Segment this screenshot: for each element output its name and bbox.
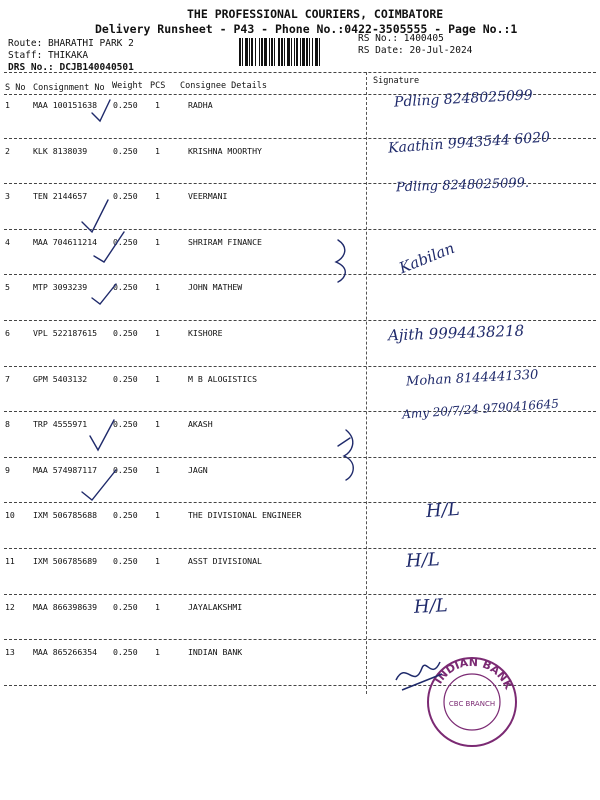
row-sno: 7: [5, 373, 10, 384]
drs-number: DRS No.: DCJB140040501: [8, 62, 134, 73]
row-sno: 10: [5, 510, 15, 521]
row-pcs: 1: [155, 464, 160, 475]
row-consignee: AKASH: [188, 419, 213, 430]
row-consignment-no: MAA 100151638: [33, 100, 98, 110]
row-weight: 0.250: [113, 100, 138, 110]
row-pcs: 1: [155, 556, 160, 566]
row-signature: Amy 20/7/24 9790416645: [401, 396, 560, 422]
row-sno: 2: [5, 145, 10, 156]
row-pcs: 1: [155, 328, 160, 338]
row-consignee: INDIAN BANK: [188, 647, 243, 658]
row-consignment-no: GPM 5403132: [33, 373, 88, 384]
row-consignment-no: KLK 8138039: [33, 145, 88, 156]
row-consignee: ASST DIVISIONAL: [188, 556, 262, 566]
document-subtitle: Delivery Runsheet - P43 - Phone No.:0422-3505555 - Page No.:1: [95, 22, 518, 36]
row-consignment-no: MAA 866398639: [33, 601, 98, 612]
row-sno: 5: [5, 282, 10, 293]
row-weight: 0.250: [113, 464, 138, 475]
row-sno: 11: [5, 556, 15, 566]
row-consignee: VEERMANI: [188, 191, 228, 202]
bracket-mark-icon: [336, 240, 345, 282]
row-sno: 12: [5, 601, 15, 612]
row-weight: 0.250: [113, 510, 138, 521]
row-sno: 4: [5, 236, 10, 247]
row-consignment-no: IXM 506785689: [33, 556, 98, 566]
row-sno: 13: [5, 647, 15, 658]
row-sno: 9: [5, 464, 10, 475]
row-consignment-no: MAA 704611214: [33, 236, 98, 247]
row-pcs: 1: [155, 601, 160, 612]
company-name: THE PROFESSIONAL COURIERS, COIMBATORE: [187, 7, 444, 21]
rs-date: RS Date: 20-Jul-2024: [358, 45, 473, 56]
col-header-consignment: Consignment No: [33, 83, 105, 93]
row-signature: H/L: [405, 549, 441, 572]
row-weight: 0.250: [113, 282, 138, 293]
row-signature: Pdling 8248025099: [393, 87, 534, 111]
row-consignee: KRISHNA MOORTHY: [188, 145, 262, 156]
row-pcs: 1: [155, 191, 160, 202]
row-consignee: THE DIVISIONAL ENGINEER: [188, 510, 302, 521]
row-consignee: SHRIRAM FINANCE: [188, 236, 262, 247]
row-sno: 8: [5, 419, 10, 430]
stamp-signature-scribble: [392, 650, 452, 700]
check-mark-icon: [92, 284, 116, 304]
row-consignment-no: VPL 522187615: [33, 328, 98, 338]
row-consignee: KISHORE: [188, 328, 223, 338]
check-mark-icon: [90, 420, 114, 450]
row-signature: H/L: [425, 499, 461, 523]
row-pcs: 1: [155, 373, 160, 384]
row-consignee: M B ALOGISTICS: [188, 373, 258, 384]
row-pcs: 1: [155, 647, 160, 658]
col-header-sno: S No: [5, 83, 26, 93]
row-sno: 1: [5, 100, 10, 110]
col-header-pcs: PCS: [150, 81, 166, 91]
row-consignment-no: MTP 3093239: [33, 282, 88, 293]
col-header-consignee: Consignee Details: [180, 81, 267, 91]
row-consignment-no: MAA 574987117: [33, 464, 98, 475]
row-signature: Mohan 8144441330: [405, 367, 539, 390]
row-pcs: 1: [155, 100, 160, 110]
check-mark-icon: [82, 200, 108, 232]
stamp-inner-text: CBC BRANCH: [448, 700, 496, 708]
row-signature: Pdling 8248025099.: [395, 175, 530, 196]
row-consignment-no: TEN 2144657: [33, 191, 88, 202]
row-consignment-no: TRP 4555971: [33, 419, 88, 430]
row-weight: 0.250: [113, 647, 138, 658]
row-signature: Ajith 9994438218: [387, 321, 525, 345]
bracket-mark-icon: [344, 430, 353, 480]
row-weight: 0.250: [113, 191, 138, 202]
row-weight: 0.250: [113, 373, 138, 384]
row-sno: 6: [5, 328, 10, 338]
row-sno: 3: [5, 191, 10, 202]
row-consignee: RADHA: [188, 100, 213, 110]
row-weight: 0.250: [113, 236, 138, 247]
row-weight: 0.250: [113, 556, 138, 566]
row-consignee: JAGN: [188, 464, 208, 475]
stamp-ring-text: INDIAN BANK: [431, 655, 516, 692]
row-signature: H/L: [413, 594, 449, 618]
staff-label: Staff: THIKAKA: [8, 50, 89, 61]
row-pcs: 1: [155, 282, 160, 293]
row-consignee: JAYALAKSHMI: [188, 601, 243, 612]
row-weight: 0.250: [113, 601, 138, 612]
check-mark-icon: [82, 470, 116, 500]
row-signature: Kaathin 9943544 6020: [387, 128, 551, 157]
bracket-mark-icon: [338, 438, 350, 446]
row-pcs: 1: [155, 419, 160, 430]
row-weight: 0.250: [113, 145, 138, 156]
rs-number: RS No.: 1400405: [358, 33, 444, 44]
row-consignee: JOHN MATHEW: [188, 282, 243, 293]
check-mark-icon: [94, 232, 124, 262]
row-signature: Kabilan: [396, 238, 458, 278]
row-consignment-no: MAA 865266354: [33, 647, 98, 658]
row-weight: 0.250: [113, 419, 138, 430]
row-pcs: 1: [155, 236, 160, 247]
row-consignment-no: IXM 506785688: [33, 510, 98, 521]
col-header-weight: Weight: [112, 81, 143, 91]
check-mark-icon: [92, 100, 110, 121]
row-pcs: 1: [155, 145, 160, 156]
row-pcs: 1: [155, 510, 160, 521]
col-header-signature: Signature: [373, 76, 420, 86]
route-label: Route: BHARATHI PARK 2: [8, 38, 134, 49]
row-weight: 0.250: [113, 328, 138, 338]
